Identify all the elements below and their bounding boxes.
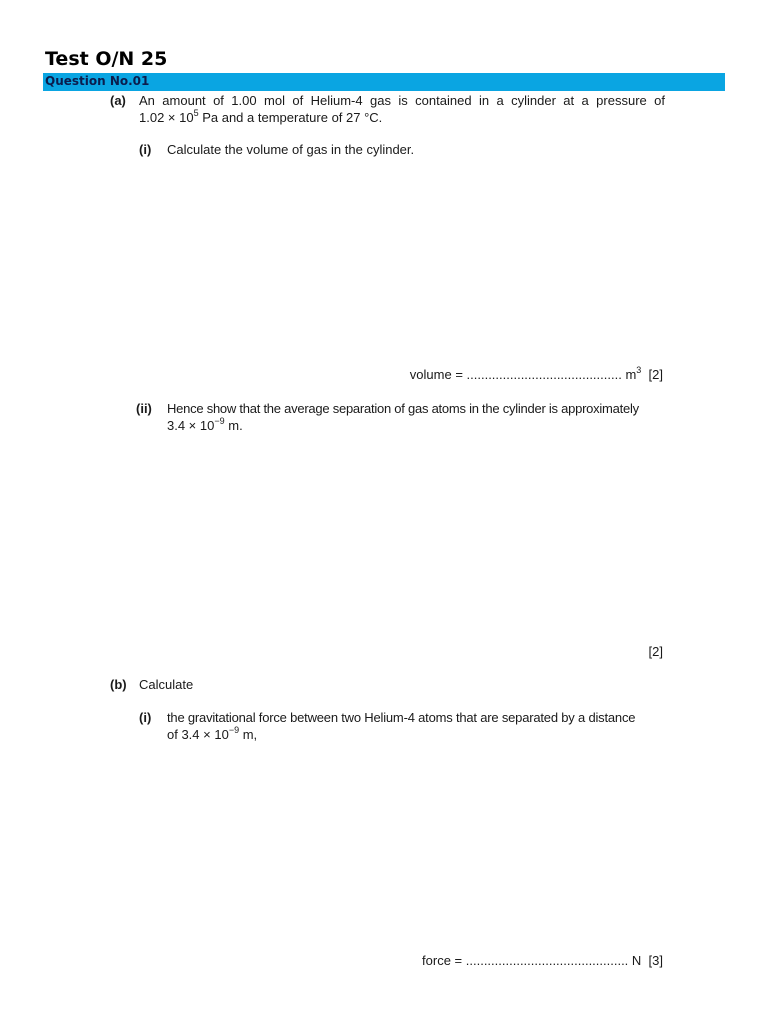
part-b-i-line2	[167, 726, 665, 743]
volume-answer-prefix: volume = ........................................... m	[409, 367, 637, 382]
page-title: Test O/N 25	[45, 48, 168, 70]
part-b-i	[139, 709, 665, 743]
part-a-i-label: (i)	[139, 142, 152, 157]
part-b-text: Calculate	[139, 677, 194, 692]
question-header-bar	[43, 73, 725, 91]
part-a-ii-marks: [2]	[648, 644, 663, 659]
part-a-pressure: 1.02 × 10	[139, 110, 194, 125]
force-marks: [3]	[648, 953, 663, 968]
separation-value: 3.4 × 10	[167, 418, 215, 433]
volume-marks: [2]	[648, 367, 663, 382]
part-a-pressure-exponent: 5	[193, 107, 199, 118]
part-a	[110, 92, 665, 126]
force-answer-line	[300, 952, 663, 969]
part-a-i	[139, 141, 665, 158]
part-b	[110, 676, 665, 693]
force-answer-text: force = ............................................. N	[422, 953, 642, 968]
volume-answer-line	[300, 366, 663, 383]
part-b-i-label: (i)	[139, 710, 152, 725]
distance-exponent: −9	[228, 724, 240, 735]
separation-unit: m.	[224, 418, 243, 433]
part-a-line1: An amount of 1.00 mol of Helium-4 gas is contained in a cylinder at a pressure of	[139, 93, 665, 108]
part-a-temperature: Pa and a temperature of 27 °C.	[198, 110, 383, 125]
part-a-ii	[136, 400, 665, 434]
part-a-i-text: Calculate the volume of gas in the cylinder.	[167, 142, 415, 157]
question-number: Question No.01	[45, 74, 150, 88]
distance-unit: m,	[239, 727, 258, 742]
part-a-label: (a)	[110, 93, 126, 108]
part-b-label: (b)	[110, 677, 127, 692]
separation-exponent: −9	[214, 415, 225, 426]
distance-value: of 3.4 × 10	[167, 727, 229, 742]
part-b-i-line1: the gravitational force between two Helium-4 atoms that are separated by a distance	[167, 710, 636, 725]
part-a-ii-line1: Hence show that the average separation of gas atoms in the cylinder is approximately	[167, 401, 639, 416]
part-a-line2	[139, 109, 665, 126]
part-a-ii-label: (ii)	[136, 401, 152, 416]
volume-unit-exponent: 3	[636, 364, 642, 375]
part-a-ii-line2	[167, 417, 665, 434]
